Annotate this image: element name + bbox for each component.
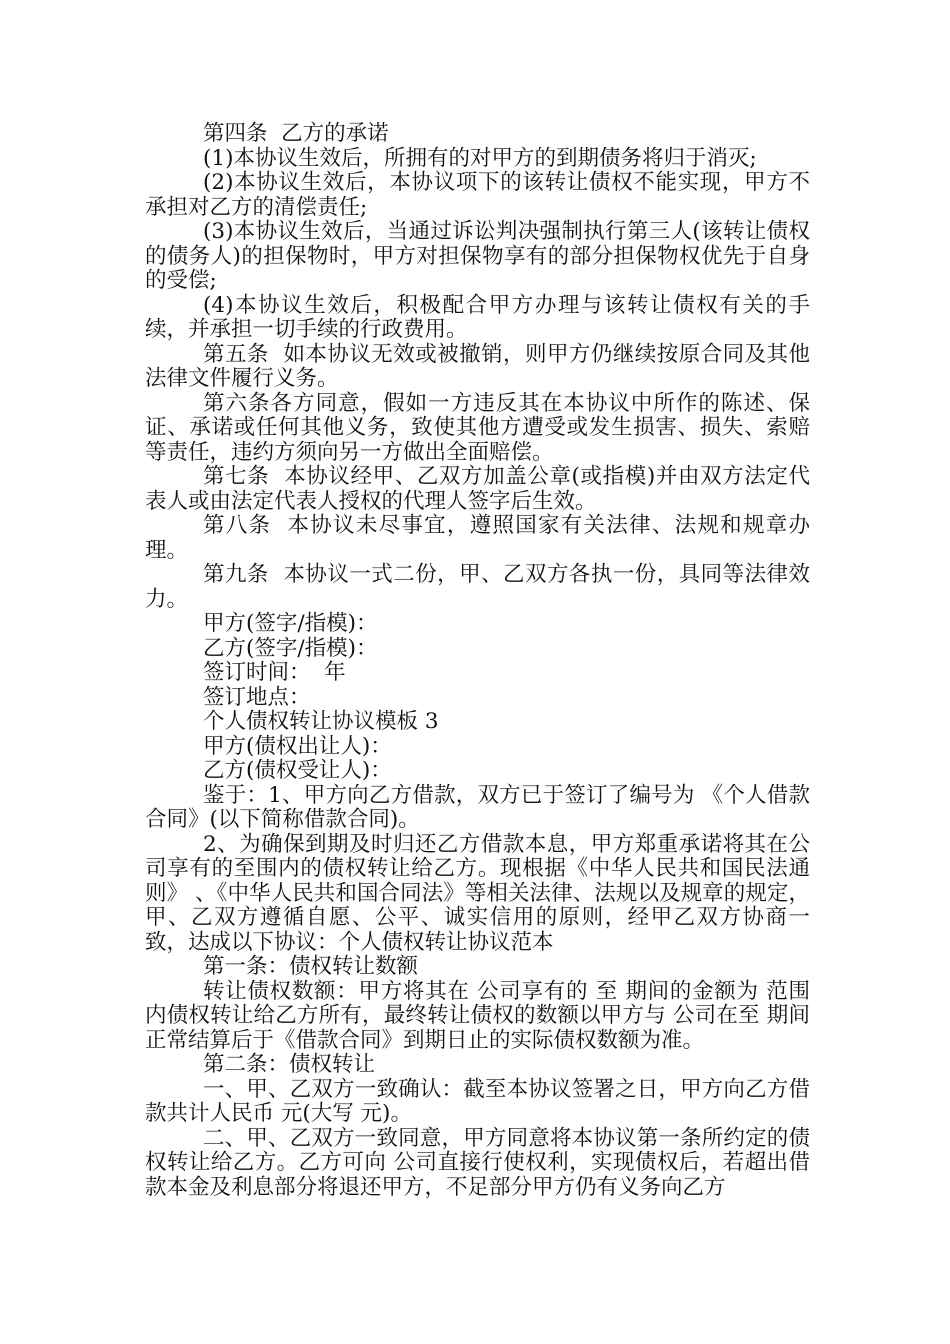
signing-place: 签订地点：	[203, 684, 311, 710]
article-4-item-1: (1)本协议生效后，所拥有的对甲方的到期债务将归于消灭;	[203, 145, 757, 171]
party-a-signature: 甲方(签字/指模)：	[203, 611, 378, 636]
clause-1-body: 转让债权数额：甲方将其在 公司享有的 至 期间的金额为 范围内债权转让给乙方所有，最终转让债权的数额以甲方与 公司在至 期间正常结算后于《借款合同》到期日止的实际债权数额为准。	[145, 978, 810, 1053]
whereas-1: 鉴于：1、甲方向乙方借款，双方已于签订了编号为 《个人借款合同》(以下简称借款合同)。	[145, 782, 810, 832]
article-4-item-4: (4)本协议生效后，积极配合甲方办理与该转让债权有关的手续，并承担一切手续的行政费用。	[145, 292, 810, 342]
template-3-title: 个人债权转让协议模板 3	[203, 709, 439, 734]
article-6: 第六条各方同意，假如一方违反其在本协议中所作的陈述、保证、承诺或任何其他义务，致使其他方遭受或发生损害、损失、索赔等责任，违约方须向另一方做出全面赔偿。	[145, 390, 810, 465]
clause-1-title: 第一条：债权转让数额	[203, 954, 419, 979]
article-4-item-3: (3)本协议生效后，当通过诉讼判决强制执行第三人(该转让债权的债务人)的担保物时，甲方对担保物享有的部分担保物权优先于自身的受偿;	[145, 219, 810, 293]
whereas-2: 2、为确保到期及时归还乙方借款本息，甲方郑重承诺将其在公司享有的至围内的债权转让给乙方。现根据《中华人民共和国民法通则》 、《中华人民共和国合同法》等相关法律、法规以及规章的规定，甲、乙双方遵循自愿、公平、诚实信用的原则，经甲乙双方协商一致，达成以下协议：个人债权转让协议范本	[145, 831, 810, 955]
clause-2-item-2: 二、甲、乙双方一致同意，甲方同意将本协议第一条所约定的债权转让给乙方。乙方可向 公司直接行使权利，实现债权后，若超出借款本金及利息部分将退还甲方，不足部分甲方仍有义务向乙方	[145, 1125, 810, 1200]
article-9: 第九条 本协议一式二份，甲、乙双方各执一份，具同等法律效力。	[145, 562, 810, 612]
party-b-assignee: 乙方(债权受让人)：	[203, 758, 392, 783]
clause-2-title: 第二条：债权转让	[203, 1052, 376, 1077]
article-5: 第五条 如本协议无效或被撤销，则甲方仍继续按原合同及其他法律文件履行义务。	[145, 341, 810, 391]
article-4-item-2: (2)本协议生效后，本协议项下的该转让债权不能实现，甲方不承担对乙方的清偿责任;	[145, 170, 810, 220]
signing-date: 签订时间： 年	[203, 660, 346, 685]
article-4-title: 第四条 乙方的承诺	[203, 121, 389, 146]
party-b-signature: 乙方(签字/指模)：	[203, 635, 378, 661]
document-page	[145, 122, 810, 1200]
party-a-assignor: 甲方(债权出让人)：	[203, 733, 392, 759]
article-7: 第七条 本协议经甲、乙双方加盖公章(或指模)并由双方法定代表人或由法定代表人授权的代理人签字后生效。	[145, 464, 810, 514]
clause-2-item-1: 一、甲、乙双方一致确认：截至本协议签署之日，甲方向乙方借款共计人民币 元(大写 元)。	[145, 1076, 810, 1126]
article-8: 第八条 本协议未尽事宜，遵照国家有关法律、法规和规章办理。	[145, 513, 810, 563]
